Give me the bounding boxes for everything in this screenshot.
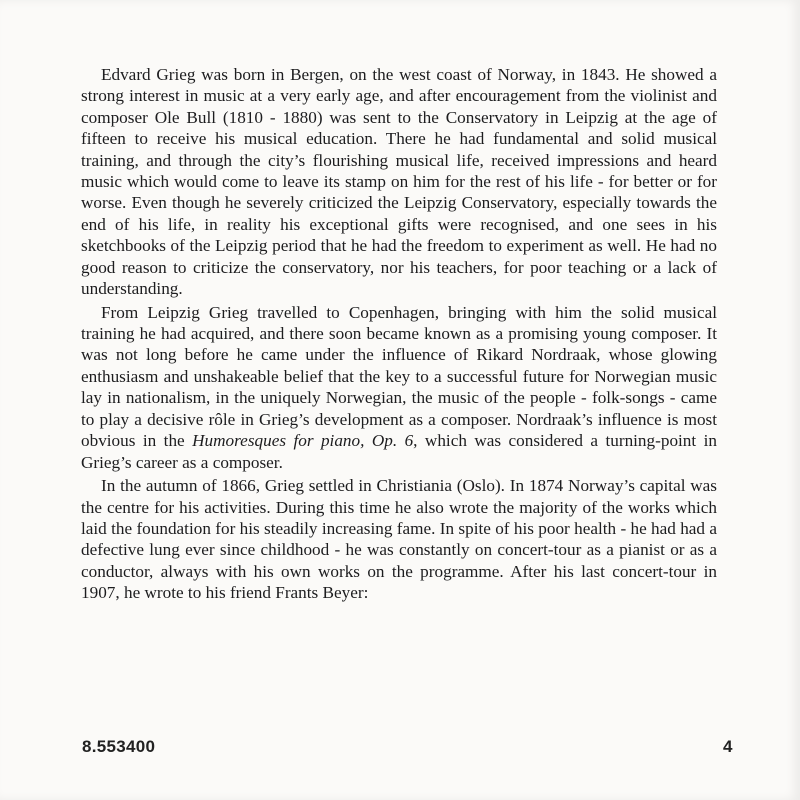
- body-text: [81, 64, 717, 606]
- paragraph-1-text: Edvard Grieg was born in Bergen, on the west coast of Norway, in 1843. He showed a strong interest in music at a very early age, and after encouragement from the violinist and composer Ole Bull (1810 - 1880) was sent to the Conservatory in Leipzig at the age of fifteen to receive his musical education. There he had fundamental and solid musical training, and through the city’s flourishing musical life, received impressions and heard music which would come to leave its stamp on him for the rest of his life - for better or for worse. Even though he severely criticized the Leipzig Conservatory, especially towards the end of his life, in reality his exceptional gifts were recognised, and one sees in his sketchbooks of the Leipzig period that he had the freedom to experiment as well. He had no good reason to criticize the conservatory, nor his teachers, for poor teaching or a lack of understanding.: [81, 65, 717, 299]
- work-title-italic: Humoresques for piano, Op. 6: [192, 431, 414, 451]
- paragraph-3-text: In the autumn of 1866, Grieg settled in Christiania (Oslo). In 1874 Norway’s capital was the centre for his activities. During this time he also wrote the majority of the works which laid the foundation for his steadily increasing fame. In spite of his poor health - he had had a defective lung ever since childhood - he was constantly on concert-tour as a pianist or as a conductor, always with his own works on the programme. After his last concert-tour in 1907, he wrote to his friend Frants Beyer:: [81, 476, 717, 603]
- paragraph-1: [81, 64, 717, 299]
- paragraph-2-text-end: , which was considered a turning-point in Grieg’s career as a composer.: [81, 431, 717, 472]
- catalog-number: 8.553400: [82, 737, 156, 756]
- page-number: 4: [723, 737, 733, 756]
- paragraph-3: [81, 475, 717, 603]
- paragraph-2: [81, 302, 717, 473]
- paragraph-2-text-start: From Leipzig Grieg travelled to Copenhagen, bringing with him the solid musical training he had acquired, and there soon became known as a promising young composer. It was not long before he came under the influence of Rikard Nordraak, whose glowing enthusiasm and unshakeable belief that the key to a successful future for Norwegian music lay in nationalism, in the uniquely Norwegian, the music of the people - folk-songs - came to play a decisive rôle in Grieg’s development as a composer. Nordraak’s influence is most obvious in the: [81, 302, 717, 451]
